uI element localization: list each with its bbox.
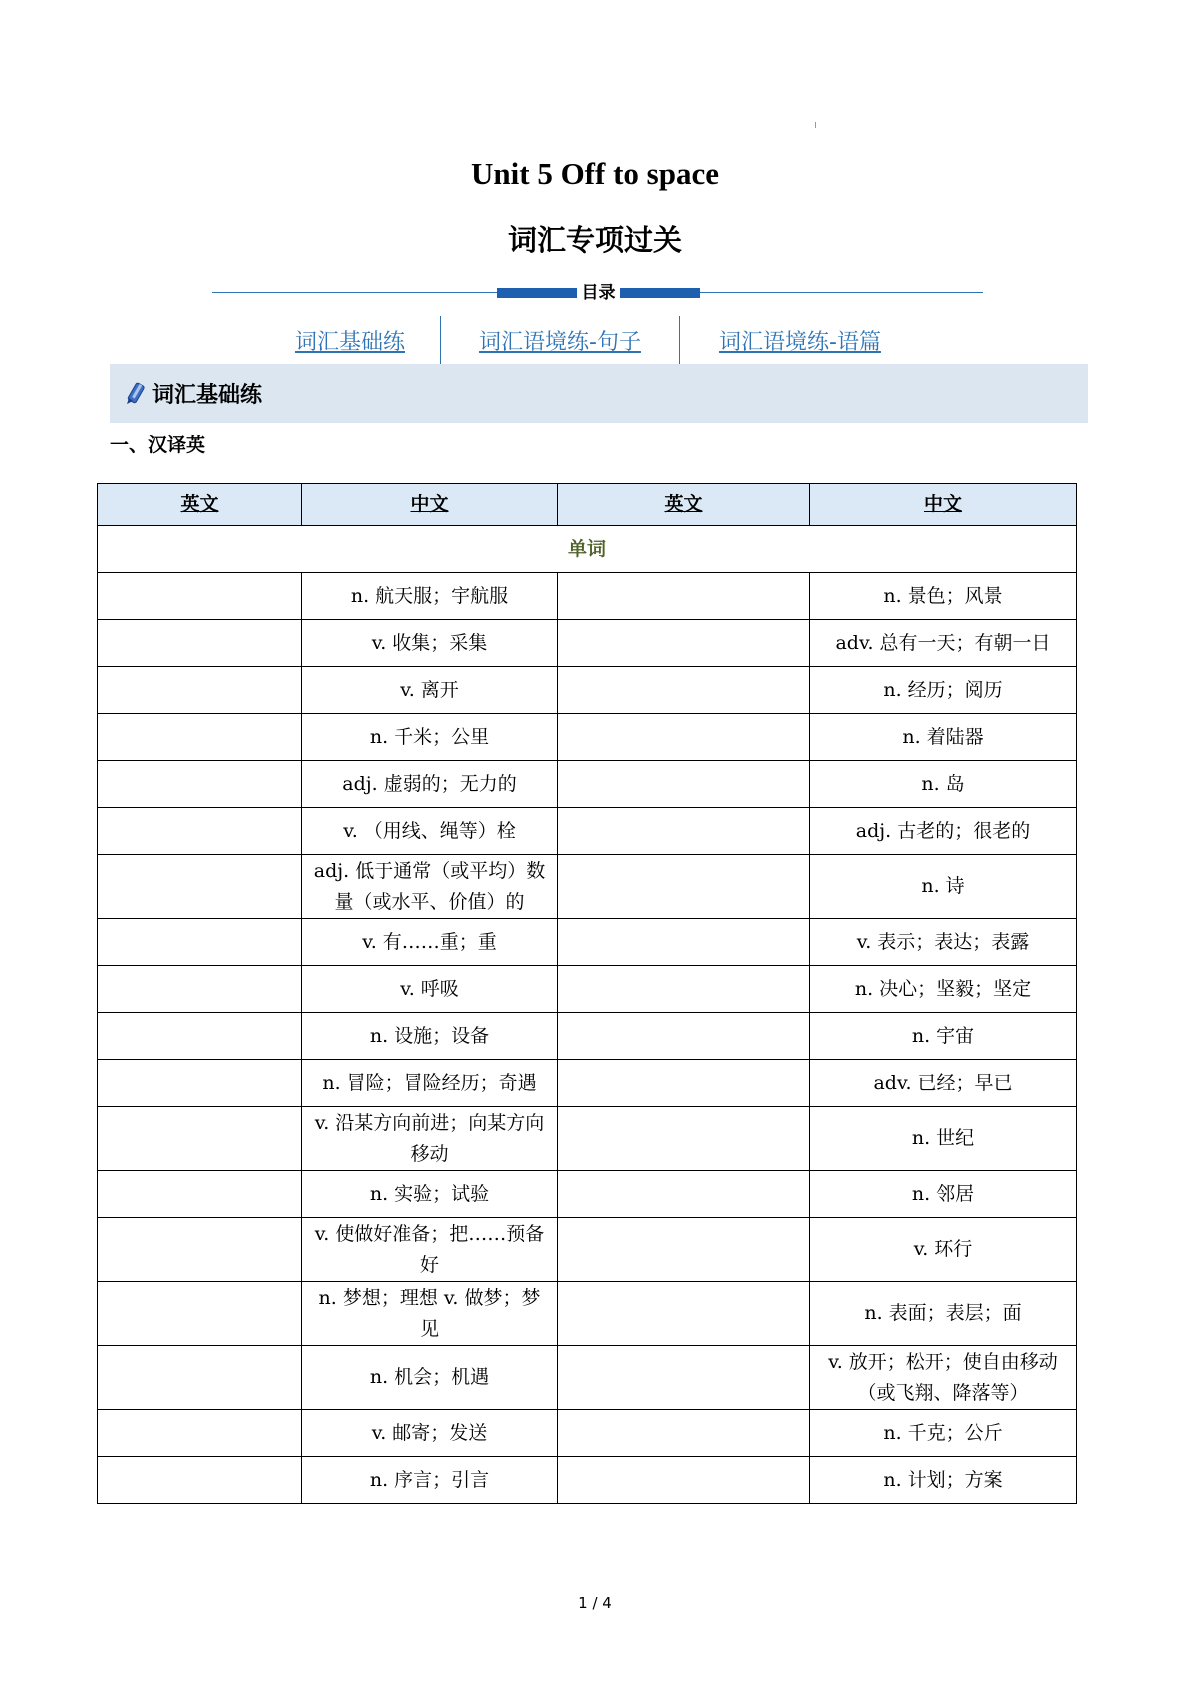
answer-cell[interactable] [98,620,302,667]
chinese-gloss: n. 序言；引言 [302,1457,558,1504]
column-header-chinese: 中文 [302,484,558,526]
answer-cell[interactable] [98,1410,302,1457]
chinese-gloss: adj. 低于通常（或平均）数量（或水平、价值）的 [302,855,558,919]
answer-cell[interactable] [558,620,810,667]
answer-cell[interactable] [98,573,302,620]
answer-cell[interactable] [98,919,302,966]
chinese-gloss: n. 航天服；宇航服 [302,573,558,620]
chinese-gloss: v. 离开 [302,667,558,714]
chinese-gloss: n. 计划；方案 [810,1457,1077,1504]
answer-cell[interactable] [98,1171,302,1218]
toc-bar-left [497,288,577,298]
toc-link-sentence[interactable]: 词汇语境练-句子 [479,329,641,355]
chinese-gloss: n. 宇宙 [810,1013,1077,1060]
chinese-gloss: n. 世纪 [810,1107,1077,1171]
answer-cell[interactable] [558,761,810,808]
chinese-gloss: n. 诗 [810,855,1077,919]
chinese-gloss: n. 邻居 [810,1171,1077,1218]
chinese-gloss: n. 千米；公里 [302,714,558,761]
section-header [110,364,1088,423]
chinese-gloss: n. 梦想；理想 v. 做梦；梦见 [302,1282,558,1346]
column-header-english: 英文 [98,484,302,526]
header-tick [815,122,816,128]
chinese-gloss: n. 决心；坚毅；坚定 [810,966,1077,1013]
chinese-gloss: n. 着陆器 [810,714,1077,761]
chinese-gloss: n. 经历；阅历 [810,667,1077,714]
answer-cell[interactable] [558,808,810,855]
answer-cell[interactable] [558,1410,810,1457]
answer-cell[interactable] [98,1457,302,1504]
chinese-gloss: n. 设施；设备 [302,1013,558,1060]
answer-cell[interactable] [558,1171,810,1218]
chinese-gloss: v. （用线、绳等）栓 [302,808,558,855]
answer-cell[interactable] [98,1060,302,1107]
answer-cell[interactable] [98,667,302,714]
chinese-gloss: n. 景色；风景 [810,573,1077,620]
toc-link-basic[interactable]: 词汇基础练 [294,329,405,355]
answer-cell[interactable] [98,855,302,919]
answer-cell[interactable] [98,1282,302,1346]
toc-rule-left [212,292,497,293]
chinese-gloss: v. 呼吸 [302,966,558,1013]
vocabulary-table [97,483,1077,1504]
chinese-gloss: adj. 虚弱的；无力的 [302,761,558,808]
answer-cell[interactable] [98,1346,302,1410]
page-number: 1 / 4 [578,1594,612,1612]
chinese-gloss: n. 千克；公斤 [810,1410,1077,1457]
section-title: 词汇基础练 [152,383,263,408]
answer-cell[interactable] [558,714,810,761]
chinese-gloss: n. 表面；表层；面 [810,1282,1077,1346]
chinese-gloss: v. 邮寄；发送 [302,1410,558,1457]
chinese-gloss: v. 环行 [810,1218,1077,1282]
answer-cell[interactable] [558,1107,810,1171]
answer-cell[interactable] [558,1346,810,1410]
chinese-gloss: n. 岛 [810,761,1077,808]
toc-bar-right [620,288,700,298]
answer-cell[interactable] [98,714,302,761]
document-title: Unit 5 Off to space [471,156,719,191]
answer-cell[interactable] [558,855,810,919]
answer-cell[interactable] [558,1457,810,1504]
answer-cell[interactable] [558,573,810,620]
chinese-gloss: n. 机会；机遇 [302,1346,558,1410]
answer-cell[interactable] [558,966,810,1013]
chinese-gloss: n. 冒险；冒险经历；奇遇 [302,1060,558,1107]
chinese-gloss: adj. 古老的；很老的 [810,808,1077,855]
answer-cell[interactable] [98,1107,302,1171]
answer-cell[interactable] [558,919,810,966]
answer-cell[interactable] [558,667,810,714]
answer-cell[interactable] [558,1060,810,1107]
chinese-gloss: v. 收集；采集 [302,620,558,667]
chinese-gloss: v. 使做好准备；把……预备好 [302,1218,558,1282]
column-header-chinese: 中文 [810,484,1077,526]
answer-cell[interactable] [558,1282,810,1346]
answer-cell[interactable] [558,1218,810,1282]
column-header-english: 英文 [558,484,810,526]
toc-rule-right [700,292,983,293]
answer-cell[interactable] [98,808,302,855]
toc-links [260,316,960,364]
toc-label: 目录 [581,283,616,303]
exercise-heading: 一、汉译英 [110,434,206,456]
chinese-gloss: v. 沿某方向前进；向某方向移动 [302,1107,558,1171]
chinese-gloss: n. 实验；试验 [302,1171,558,1218]
group-label-words: 单词 [98,526,1077,573]
toc-link-passage[interactable]: 词汇语境练-语篇 [719,329,881,355]
answer-cell[interactable] [98,1218,302,1282]
chinese-gloss: adv. 总有一天；有朝一日 [810,620,1077,667]
answer-cell[interactable] [98,1013,302,1060]
chinese-gloss: v. 有……重；重 [302,919,558,966]
chinese-gloss: v. 表示；表达；表露 [810,919,1077,966]
answer-cell[interactable] [98,761,302,808]
chinese-gloss: adv. 已经；早已 [810,1060,1077,1107]
chinese-gloss: v. 放开；松开；使自由移动（或飞翔、降落等） [810,1346,1077,1410]
document-subtitle: 词汇专项过关 [507,223,682,257]
pencil-icon [122,381,148,407]
answer-cell[interactable] [98,966,302,1013]
answer-cell[interactable] [558,1013,810,1060]
